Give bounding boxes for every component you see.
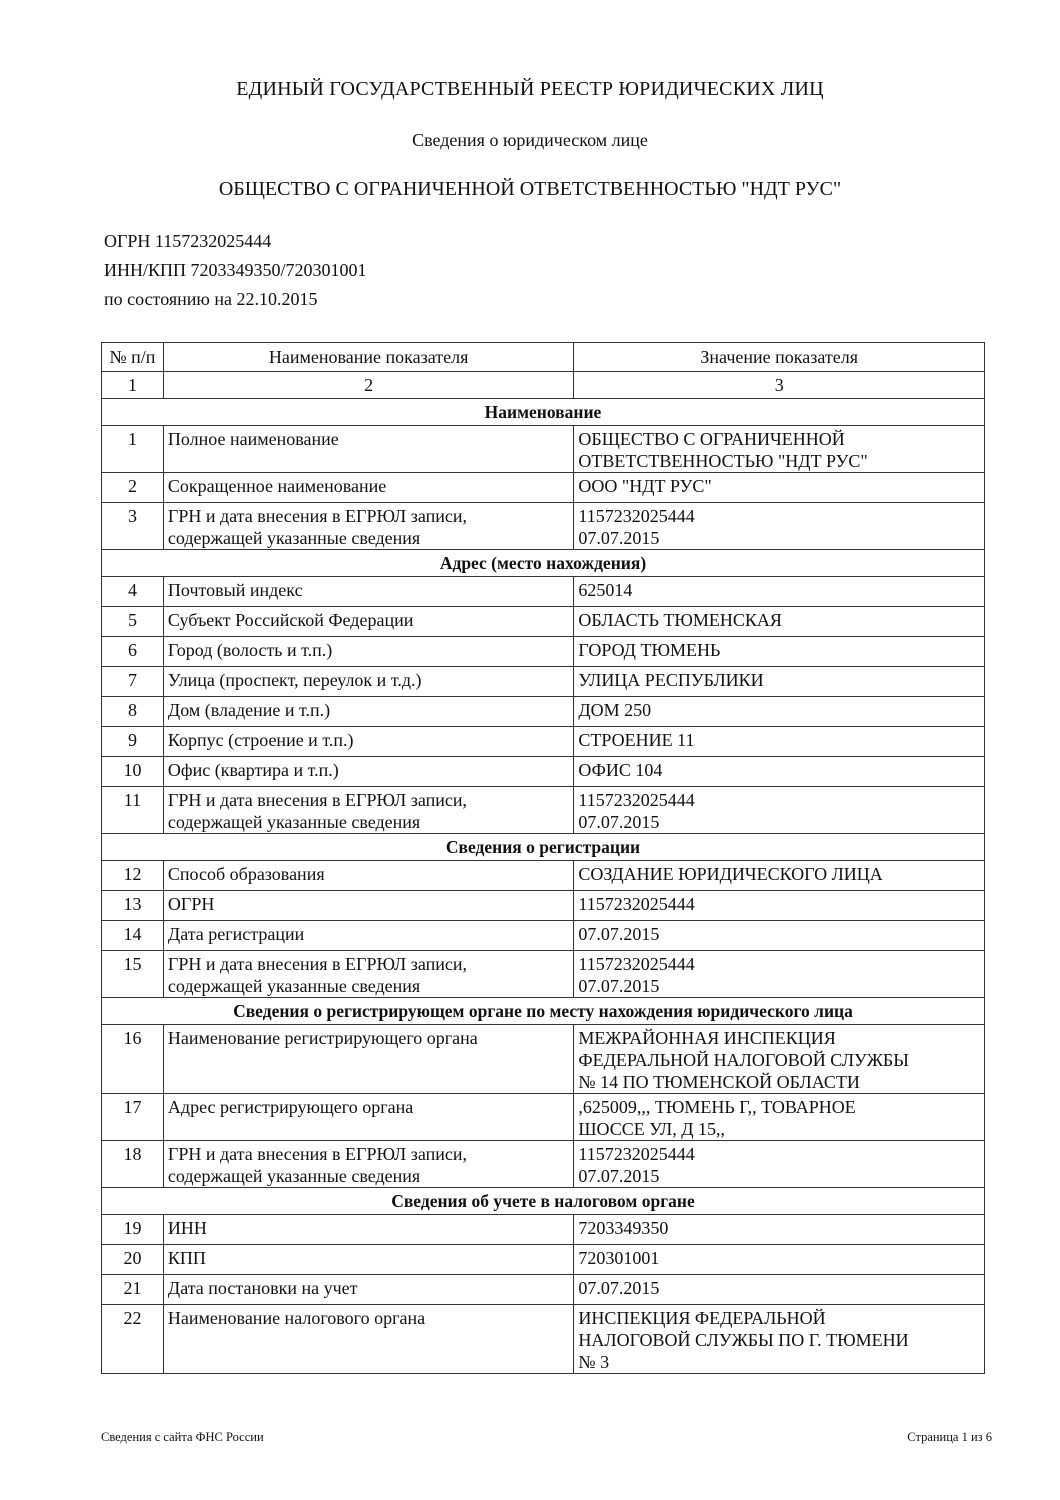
row-indicator-name: Наименование регистрирующего органа (163, 1025, 573, 1094)
table-row (102, 503, 985, 550)
footer-source: Сведения с сайта ФНС России (101, 1430, 264, 1444)
inn-kpp-line: ИНН/КПП 7203349350/720301001 (104, 260, 367, 280)
table-row (102, 861, 985, 891)
section-header-row (102, 399, 985, 426)
row-indicator-value: УЛИЦА РЕСПУБЛИКИ (574, 667, 985, 697)
row-indicator-name: Город (волость и т.п.) (163, 637, 573, 667)
company-name: ОБЩЕСТВО С ОГРАНИЧЕННОЙ ОТВЕТСТВЕННОСТЬЮ "НДТ РУС" (218, 178, 842, 200)
row-number: 3 (102, 503, 164, 550)
row-indicator-name: Дата регистрации (163, 921, 573, 951)
row-indicator-value: СОЗДАНИЕ ЮРИДИЧЕСКОГО ЛИЦА (574, 861, 985, 891)
column-number: 2 (163, 372, 573, 399)
row-number: 16 (102, 1025, 164, 1094)
row-number: 19 (102, 1215, 164, 1245)
table-row (102, 1305, 985, 1374)
row-number: 1 (102, 426, 164, 473)
table-row (102, 727, 985, 757)
row-number: 13 (102, 891, 164, 921)
row-number: 9 (102, 727, 164, 757)
row-number: 17 (102, 1094, 164, 1141)
table-row (102, 1025, 985, 1094)
row-indicator-value: ИНСПЕКЦИЯ ФЕДЕРАЛЬНОЙ НАЛОГОВОЙ СЛУЖБЫ ПО Г. ТЮМЕНИ № 3 (574, 1305, 985, 1374)
row-number: 10 (102, 757, 164, 787)
col-header-value: Значение показателя (574, 343, 985, 372)
row-indicator-value: 1157232025444 07.07.2015 (574, 503, 985, 550)
row-indicator-value: 7203349350 (574, 1215, 985, 1245)
row-indicator-value: ГОРОД ТЮМЕНЬ (574, 637, 985, 667)
row-number: 21 (102, 1275, 164, 1305)
row-indicator-name: ГРН и дата внесения в ЕГРЮЛ записи, содержащей указанные сведения (163, 787, 573, 834)
table-row (102, 1094, 985, 1141)
as-of-date-line: по состоянию на 22.10.2015 (104, 289, 318, 309)
footer-page-number: Страница 1 из 6 (907, 1430, 992, 1444)
egrul-table (101, 342, 985, 1374)
row-indicator-value: СТРОЕНИЕ 11 (574, 727, 985, 757)
row-indicator-name: Наименование налогового органа (163, 1305, 573, 1374)
section-title: Наименование (102, 399, 985, 426)
row-indicator-value: 1157232025444 (574, 891, 985, 921)
row-indicator-name: ИНН (163, 1215, 573, 1245)
row-indicator-name: Субъект Российской Федерации (163, 607, 573, 637)
section-title: Сведения о регистрирующем органе по месту нахождения юридического лица (102, 998, 985, 1025)
row-indicator-name: КПП (163, 1245, 573, 1275)
table-row (102, 891, 985, 921)
row-indicator-name: Сокращенное наименование (163, 473, 573, 503)
row-indicator-name: ГРН и дата внесения в ЕГРЮЛ записи, содержащей указанные сведения (163, 1141, 573, 1188)
row-indicator-value: 1157232025444 07.07.2015 (574, 1141, 985, 1188)
row-indicator-name: Почтовый индекс (163, 577, 573, 607)
row-indicator-value: ОБЩЕСТВО С ОГРАНИЧЕННОЙ ОТВЕТСТВЕННОСТЬЮ "НДТ РУС" (574, 426, 985, 473)
row-number: 8 (102, 697, 164, 727)
table-row (102, 667, 985, 697)
row-indicator-value: ОБЛАСТЬ ТЮМЕНСКАЯ (574, 607, 985, 637)
row-number: 12 (102, 861, 164, 891)
table-row (102, 787, 985, 834)
table-row (102, 697, 985, 727)
row-number: 20 (102, 1245, 164, 1275)
row-indicator-name: Улица (проспект, переулок и т.д.) (163, 667, 573, 697)
table-row (102, 1275, 985, 1305)
document-title: ЕДИНЫЙ ГОСУДАРСТВЕННЫЙ РЕЕСТР ЮРИДИЧЕСКИХ ЛИЦ (236, 78, 824, 100)
row-number: 15 (102, 951, 164, 998)
row-number: 6 (102, 637, 164, 667)
section-title: Сведения об учете в налоговом органе (102, 1188, 985, 1215)
section-header-row (102, 1188, 985, 1215)
document-subtitle: Сведения о юридическом лице (412, 130, 648, 150)
col-header-number: № п/п (102, 343, 164, 372)
row-indicator-value: 625014 (574, 577, 985, 607)
row-number: 22 (102, 1305, 164, 1374)
section-title: Сведения о регистрации (102, 834, 985, 861)
row-number: 11 (102, 787, 164, 834)
table-row (102, 951, 985, 998)
row-indicator-name: Офис (квартира и т.п.) (163, 757, 573, 787)
row-indicator-name: Адрес регистрирующего органа (163, 1094, 573, 1141)
column-number: 1 (102, 372, 164, 399)
section-header-row (102, 550, 985, 577)
table-row (102, 1245, 985, 1275)
table-row (102, 921, 985, 951)
row-indicator-name: Полное наименование (163, 426, 573, 473)
table-header-row (102, 343, 985, 372)
row-indicator-value: ДОМ 250 (574, 697, 985, 727)
table-row (102, 757, 985, 787)
row-indicator-name: ГРН и дата внесения в ЕГРЮЛ записи, содержащей указанные сведения (163, 503, 573, 550)
row-number: 2 (102, 473, 164, 503)
row-indicator-value: 720301001 (574, 1245, 985, 1275)
row-indicator-value: МЕЖРАЙОННАЯ ИНСПЕКЦИЯ ФЕДЕРАЛЬНОЙ НАЛОГОВОЙ СЛУЖБЫ № 14 ПО ТЮМЕНСКОЙ ОБЛАСТИ (574, 1025, 985, 1094)
row-indicator-value: ,625009,,, ТЮМЕНЬ Г,, ТОВАРНОЕ ШОССЕ УЛ, Д 15,, (574, 1094, 985, 1141)
row-indicator-value: ООО "НДТ РУС" (574, 473, 985, 503)
section-header-row (102, 834, 985, 861)
col-header-indicator: Наименование показателя (163, 343, 573, 372)
table-body (102, 399, 985, 1374)
section-header-row (102, 998, 985, 1025)
row-number: 18 (102, 1141, 164, 1188)
table-row (102, 1141, 985, 1188)
column-number: 3 (574, 372, 985, 399)
row-indicator-name: Дом (владение и т.п.) (163, 697, 573, 727)
table-row (102, 577, 985, 607)
column-number-row (102, 372, 985, 399)
row-indicator-name: Дата постановки на учет (163, 1275, 573, 1305)
section-title: Адрес (место нахождения) (102, 550, 985, 577)
row-indicator-name: ОГРН (163, 891, 573, 921)
row-number: 7 (102, 667, 164, 697)
row-indicator-value: 07.07.2015 (574, 921, 985, 951)
row-indicator-value: 07.07.2015 (574, 1275, 985, 1305)
table-row (102, 426, 985, 473)
row-indicator-value: 1157232025444 07.07.2015 (574, 951, 985, 998)
row-number: 4 (102, 577, 164, 607)
row-indicator-value: 1157232025444 07.07.2015 (574, 787, 985, 834)
table-row (102, 637, 985, 667)
ogrn-line: ОГРН 1157232025444 (104, 231, 272, 251)
table-row (102, 1215, 985, 1245)
table-row (102, 607, 985, 637)
row-indicator-value: ОФИС 104 (574, 757, 985, 787)
row-indicator-name: Корпус (строение и т.п.) (163, 727, 573, 757)
row-indicator-name: Способ образования (163, 861, 573, 891)
table-row (102, 473, 985, 503)
row-number: 5 (102, 607, 164, 637)
row-indicator-name: ГРН и дата внесения в ЕГРЮЛ записи, содержащей указанные сведения (163, 951, 573, 998)
row-number: 14 (102, 921, 164, 951)
